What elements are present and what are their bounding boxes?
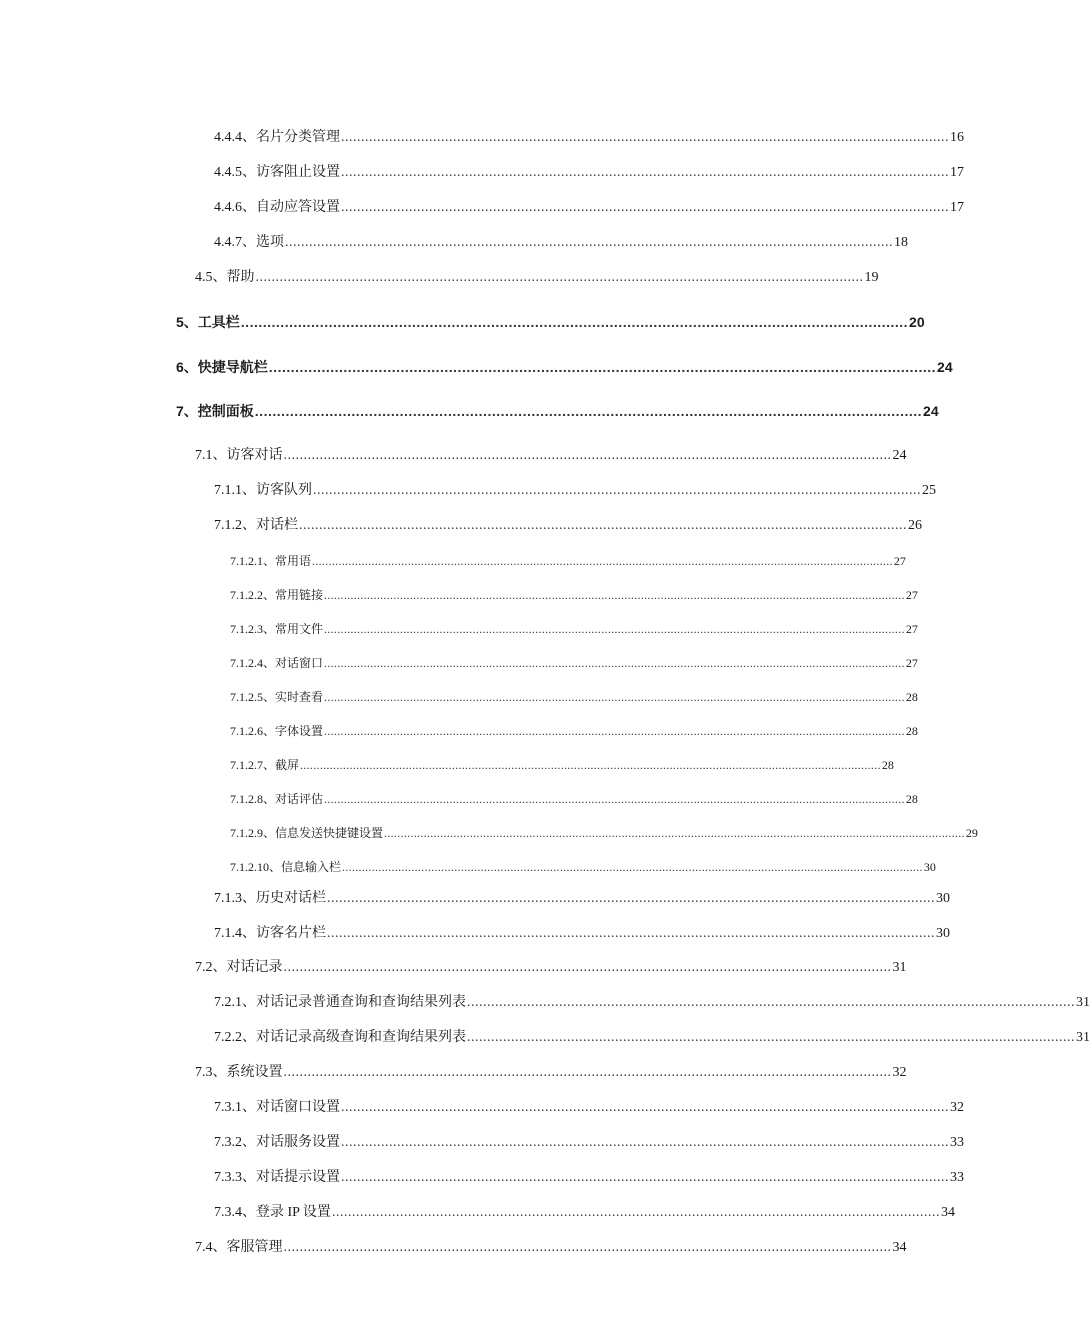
toc-entry-page: 31 — [1076, 1030, 1090, 1045]
toc-leader-dots: ................................................................................................................................................................................ — [324, 588, 905, 602]
toc-leader-dots: ........................................................................................................................................................ — [341, 200, 949, 215]
toc-entry-page: 16 — [950, 130, 964, 145]
toc-entry[interactable] — [230, 857, 936, 877]
toc-entry-number: 7.1.2.6、 — [230, 724, 276, 738]
toc-entry-page: 18 — [894, 235, 908, 250]
toc-entry-page: 25 — [922, 483, 936, 498]
toc-entry[interactable] — [176, 357, 953, 377]
toc-entry-number: 7.1.2.3、 — [230, 622, 276, 636]
toc-entry-number: 7.3.2、 — [214, 1135, 256, 1150]
toc-entry-title: 对话提示设置 — [256, 1170, 340, 1185]
toc-entry[interactable] — [176, 312, 925, 332]
toc-leader-dots: ........................................................................................................................................................ — [341, 130, 949, 145]
toc-leader-dots: ........................................................................................................................................................ — [268, 359, 937, 375]
toc-leader-dots: ........................................................................................................................................................ — [467, 995, 1075, 1010]
toc-entry-page: 20 — [909, 314, 925, 330]
toc-entry[interactable] — [230, 823, 978, 843]
toc-entry[interactable] — [230, 789, 918, 809]
toc-entry-number: 7、 — [176, 403, 198, 419]
toc-leader-dots: ........................................................................................................................................................ — [254, 403, 923, 419]
toc-entry-title: 字体设置 — [275, 724, 324, 738]
toc-entry-number: 7.3、 — [195, 1065, 227, 1080]
toc-entry-page: 31 — [892, 960, 907, 975]
toc-entry-title: 常用链接 — [275, 588, 324, 602]
toc-entry-title: 历史对话栏 — [256, 891, 326, 906]
toc-entry-number: 4.4.5、 — [214, 165, 256, 180]
toc-entry-number: 7.1.2.10、 — [230, 860, 282, 874]
toc-entry-page: 32 — [950, 1100, 964, 1115]
toc-entry-page: 28 — [905, 690, 918, 704]
toc-entry-page: 26 — [908, 518, 922, 533]
toc-leader-dots: ................................................................................................................................................................................ — [312, 554, 893, 568]
toc-entry-number: 7.1.4、 — [214, 926, 256, 941]
toc-leader-dots: ........................................................................................................................................................ — [331, 1205, 940, 1220]
toc-entry-page: 27 — [905, 588, 918, 602]
toc-entry-page: 29 — [965, 826, 978, 840]
toc-entry-page: 30 — [936, 926, 950, 941]
toc-entry-title: 自动应答设置 — [256, 200, 340, 215]
toc-entry-number: 7.1.2.8、 — [230, 792, 276, 806]
toc-entry-number: 7.2、 — [195, 960, 227, 975]
toc-entry-title: 快捷导航栏 — [197, 359, 268, 375]
toc-entry-number: 7.1.2.7、 — [230, 758, 276, 772]
toc-entry[interactable] — [230, 755, 894, 775]
toc-leader-dots: ................................................................................................................................................................................ — [324, 656, 905, 670]
toc-entry-page: 24 — [892, 448, 907, 463]
toc-entry-title: 信息发送快捷键设置 — [275, 826, 384, 840]
toc-entry-number: 6、 — [176, 359, 198, 375]
toc-entry-page: 32 — [892, 1065, 907, 1080]
toc-leader-dots: ........................................................................................................................................................ — [313, 483, 921, 498]
toc-entry-page: 17 — [950, 165, 964, 180]
toc-leader-dots: ................................................................................................................................................................................ — [342, 860, 923, 874]
toc-entry[interactable] — [214, 198, 964, 218]
toc-entry-page: 24 — [937, 359, 953, 375]
toc-entry[interactable] — [195, 1238, 907, 1258]
toc-entry-number: 7.2.1、 — [214, 995, 256, 1010]
toc-entry-title: 访客队列 — [256, 483, 312, 498]
toc-entry-number: 7.1.2.2、 — [230, 588, 276, 602]
toc-entry[interactable] — [214, 516, 922, 536]
toc-entry-title: 对话评估 — [275, 792, 324, 806]
toc-entry[interactable] — [230, 585, 918, 605]
toc-entry-number: 7.2.2、 — [214, 1030, 256, 1045]
toc-entry-title: 访客阻止设置 — [256, 165, 340, 180]
toc-leader-dots: ........................................................................................................................................................ — [240, 314, 909, 330]
toc-entry-title: 系统设置 — [226, 1065, 283, 1080]
toc-entry-title: 控制面板 — [197, 403, 254, 419]
toc-entry-page: 33 — [950, 1135, 964, 1150]
toc-entry-title: 访客名片栏 — [256, 926, 326, 941]
toc-entry-title: 客服管理 — [226, 1240, 283, 1255]
toc-entry-page: 17 — [950, 200, 964, 215]
toc-entry-page: 30 — [936, 891, 950, 906]
toc-entry-title: 常用语 — [275, 554, 312, 568]
toc-entry-page: 28 — [905, 724, 918, 738]
toc-leader-dots: ................................................................................................................................................................................ — [324, 690, 905, 704]
toc-entry-number: 7.1.2、 — [214, 518, 256, 533]
toc-leader-dots: ................................................................................................................................................................................ — [324, 724, 905, 738]
toc-entry-title: 对话服务设置 — [256, 1135, 340, 1150]
toc-entry-title: 对话栏 — [256, 518, 298, 533]
toc-entry-number: 7.1.1、 — [214, 483, 256, 498]
toc-entry[interactable] — [214, 1203, 955, 1223]
toc-entry[interactable] — [195, 958, 907, 978]
toc-entry-title: 对话记录高级查询和查询结果列表 — [256, 1030, 466, 1045]
toc-entry[interactable] — [214, 889, 950, 909]
toc-entry-number: 7.1.3、 — [214, 891, 256, 906]
toc-leader-dots: ........................................................................................................................................................ — [283, 448, 892, 463]
toc-entry-number: 7.1.2.1、 — [230, 554, 276, 568]
toc-entry-title: 常用文件 — [275, 622, 324, 636]
toc-leader-dots: ........................................................................................................................................................ — [341, 165, 949, 180]
toc-leader-dots: ........................................................................................................................................................ — [341, 1170, 949, 1185]
toc-leader-dots: ........................................................................................................................................................ — [467, 1030, 1075, 1045]
toc-entry-page: 24 — [923, 403, 939, 419]
toc-entry-page: 28 — [881, 758, 894, 772]
toc-entry-page: 34 — [892, 1240, 907, 1255]
toc-entry[interactable] — [214, 1028, 1090, 1048]
toc-leader-dots: ........................................................................................................................................................ — [283, 960, 892, 975]
toc-entry-number: 7.3.3、 — [214, 1170, 256, 1185]
toc-entry-number: 7.1、 — [195, 448, 227, 463]
toc-entry[interactable] — [214, 233, 908, 253]
toc-entry-title: 帮助 — [226, 270, 255, 285]
toc-entry-page: 27 — [905, 656, 918, 670]
toc-entry-number: 4.4.7、 — [214, 235, 256, 250]
toc-entry-page: 30 — [923, 860, 936, 874]
toc-entry[interactable] — [214, 924, 950, 944]
toc-entry[interactable] — [195, 268, 879, 288]
toc-entry-title: 名片分类管理 — [256, 130, 340, 145]
toc-leader-dots: ........................................................................................................................................................ — [255, 270, 864, 285]
toc-entry-title: 对话记录 — [226, 960, 283, 975]
toc-entry-page: 27 — [905, 622, 918, 636]
toc-leader-dots: ........................................................................................................................................................ — [327, 926, 935, 941]
toc-leader-dots: ........................................................................................................................................................ — [283, 1065, 892, 1080]
toc-leader-dots: ................................................................................................................................................................................ — [324, 792, 905, 806]
toc-entry[interactable] — [214, 993, 1090, 1013]
toc-entry-page: 27 — [893, 554, 906, 568]
toc-entry[interactable] — [195, 1063, 907, 1083]
toc-leader-dots: ........................................................................................................................................................ — [341, 1135, 949, 1150]
toc-leader-dots: ................................................................................................................................................................................ — [324, 622, 905, 636]
toc-entry-title: 对话窗口设置 — [256, 1100, 340, 1115]
toc-entry-number: 4.4.4、 — [214, 130, 256, 145]
toc-entry-page: 31 — [1076, 995, 1090, 1010]
toc-entry-title: 工具栏 — [197, 314, 240, 330]
toc-entry-title: 登录 IP 设置 — [256, 1205, 331, 1220]
toc-entry-number: 7.3.4、 — [214, 1205, 256, 1220]
toc-entry-number: 7.3.1、 — [214, 1100, 256, 1115]
toc-entry-number: 7.1.2.5、 — [230, 690, 276, 704]
toc-entry-title: 截屏 — [275, 758, 300, 772]
toc-leader-dots: ........................................................................................................................................................ — [285, 235, 893, 250]
toc-entry-number: 7.1.2.9、 — [230, 826, 276, 840]
toc-entry-page: 33 — [950, 1170, 964, 1185]
toc-entry-title: 信息输入栏 — [281, 860, 342, 874]
toc-entry[interactable] — [230, 619, 918, 639]
toc-entry-number: 4.5、 — [195, 270, 227, 285]
toc-entry-number: 4.4.6、 — [214, 200, 256, 215]
toc-leader-dots: ........................................................................................................................................................ — [327, 891, 935, 906]
toc-entry-page: 19 — [864, 270, 879, 285]
toc-entry[interactable] — [230, 653, 918, 673]
toc-entry[interactable] — [214, 128, 964, 148]
toc-entry[interactable] — [214, 1168, 964, 1188]
toc-leader-dots: ................................................................................................................................................................................ — [384, 826, 965, 840]
toc-leader-dots: ........................................................................................................................................................ — [341, 1100, 949, 1115]
toc-entry[interactable] — [230, 687, 918, 707]
toc-entry-page: 28 — [905, 792, 918, 806]
toc-entry-title: 对话记录普通查询和查询结果列表 — [256, 995, 466, 1010]
toc-entry-number: 7.4、 — [195, 1240, 227, 1255]
toc-entry[interactable] — [214, 1133, 964, 1153]
toc-entry[interactable] — [176, 401, 939, 421]
toc-entry[interactable] — [230, 551, 906, 571]
toc-leader-dots: ................................................................................................................................................................................ — [300, 758, 881, 772]
toc-leader-dots: ........................................................................................................................................................ — [299, 518, 907, 533]
toc-entry-title: 访客对话 — [226, 448, 283, 463]
toc-entry[interactable] — [230, 721, 918, 741]
toc-entry-title: 选项 — [256, 235, 284, 250]
toc-entry-number: 5、 — [176, 314, 198, 330]
toc-entry[interactable] — [214, 481, 936, 501]
toc-entry-number: 7.1.2.4、 — [230, 656, 276, 670]
toc-entry[interactable] — [214, 163, 964, 183]
toc-entry[interactable] — [195, 446, 907, 466]
toc-entry-title: 实时查看 — [275, 690, 324, 704]
toc-leader-dots: ........................................................................................................................................................ — [283, 1240, 892, 1255]
toc-entry-title: 对话窗口 — [275, 656, 324, 670]
toc-entry[interactable] — [214, 1098, 964, 1118]
toc-entry-page: 34 — [940, 1205, 955, 1220]
